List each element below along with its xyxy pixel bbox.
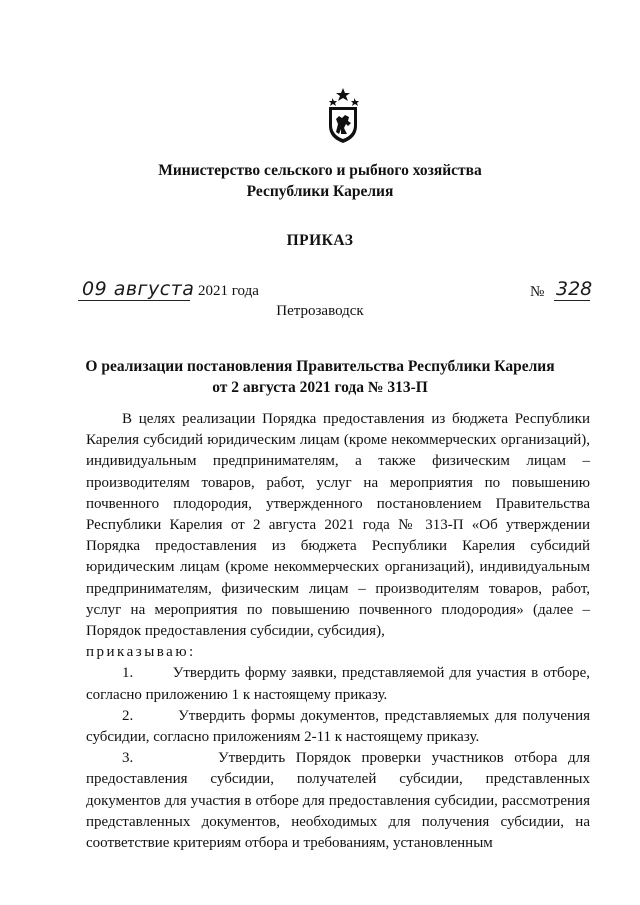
subject-line-1: О реализации постановления Правительства Республики Карелия (85, 358, 555, 375)
item-2 (86, 706, 590, 748)
ministry-name (0, 160, 640, 202)
date-underline (78, 300, 190, 301)
item-1-text: Утвердить форму заявки, представляемой для участия в отборе, согласно приложению 1 к настоящему приказу. (86, 665, 591, 703)
subject-line-2: от 2 августа 2021 года № 313-П (212, 379, 428, 396)
number-sign: № (530, 284, 545, 300)
ministry-line-1: Министерство сельского и рыбного хозяйства (158, 162, 482, 179)
orders-paragraph (86, 642, 590, 663)
handwritten-date: 09 августа (82, 278, 195, 300)
order-body (86, 409, 590, 854)
order-date (82, 280, 282, 304)
item-3-number: 3. (122, 750, 134, 767)
handwritten-number: 328 (556, 278, 593, 300)
item-1 (86, 663, 590, 705)
item-3-text: Утвердить Порядок проверки участников отбора для предоставления субсидии, получателей субсидии, представленных документов для участия в отборе для предоставления субсидии, рассмотрения представленных документов, необходимых для получения субсидии, на соответствие критериям отбора и требованиям, установленным (86, 750, 591, 852)
ministry-line-2: Республики Карелия (246, 183, 394, 200)
item-3 (86, 748, 590, 854)
orders-word: приказываю: (86, 644, 196, 661)
order-subject (0, 356, 640, 398)
order-number (530, 280, 610, 304)
item-2-number: 2. (122, 707, 134, 724)
item-2-text: Утвердить формы документов, представляемых для получения субсидии, согласно приложениям 2-11 к настоящему приказу. (86, 707, 590, 746)
karelia-coat-of-arms-icon (326, 88, 360, 144)
document-type: ПРИКАЗ (286, 232, 354, 249)
city: Петрозаводск (276, 303, 364, 319)
intro-paragraph (86, 409, 590, 642)
item-1-number: 1. (122, 665, 134, 682)
intro-text: В целях реализации Порядка предоставления из бюджета Республики Карелия субсидий юридическим лицам (кроме некоммерческих организаций), индивидуальным предпринимателям, а также физическим лицам – производителям товаров, работ, услуг на мероприятия по повышению почвенного плодородия, утвержденного постановлением Правительства Республики Карелия от 2 августа 2021 года № 313-П «Об утверждении Порядка предоставления из бюджета Республики Карелия субсидий юридическим лицам (кроме некоммерческих организаций), индивидуальным предпринимателям, физическим лицам – производителям товаров, работ, услуг на мероприятия по повышению почвенного плодородия» (далее – Порядок предоставления субсидии, субсидия), (86, 411, 590, 640)
date-year: 2021 года (198, 283, 259, 299)
number-underline (554, 300, 590, 301)
